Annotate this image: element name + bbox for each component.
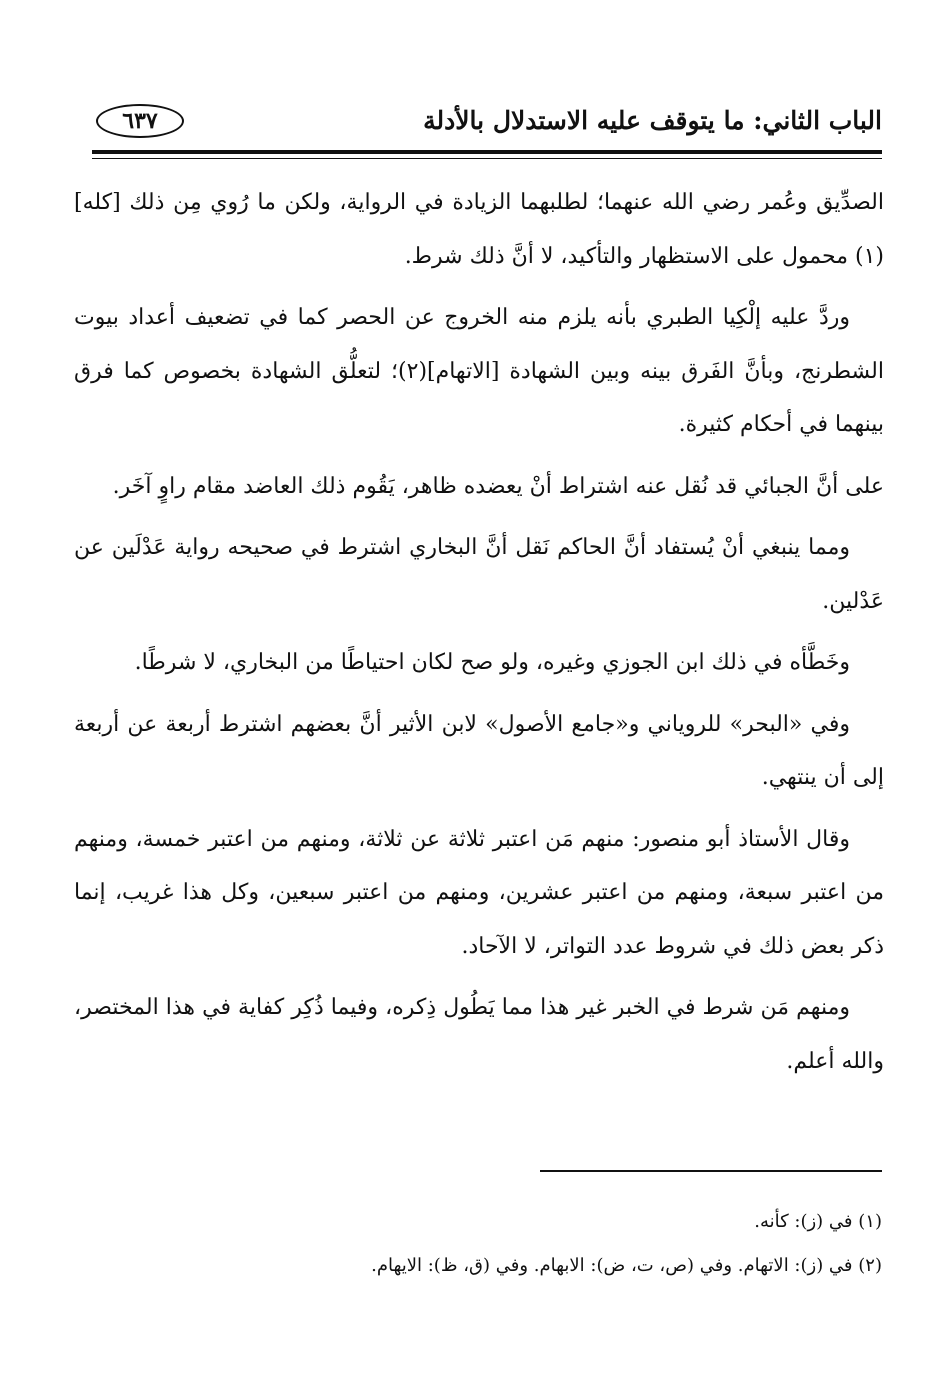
page-number: ٦٣٧ <box>96 104 184 138</box>
body-text <box>74 176 884 1096</box>
paragraph-3: على أنَّ الجبائي قد نُقل عنه اشتراط أنْ يعضده ظاهر، يَقُوم ذلك العاضد مقام راوٍ آخَر. <box>112 473 884 499</box>
paragraph-1: الصدِّيق وعُمر رضي الله عنهما؛ لطلبهما الزيادة في الرواية، ولكن ما رُوي مِن ذلك [كله](١) محمول على الاستظهار والتأكيد، لا أنَّ ذلك شرط. <box>74 190 884 269</box>
paragraph-7: وقال الأستاذ أبو منصور: منهم مَن اعتبر ثلاثة عن ثلاثة، ومنهم من اعتبر خمسة، ومنهم من اعتبر سبعة، ومنهم من اعتبر عشرين، ومنهم من اعتبر سبعين، وكل هذا غريب، إنما ذكر بعض ذلك في شروط عدد التواتر، لا الآحاد. <box>74 826 884 959</box>
paragraph-2: وردَّ عليه إلْكِيا الطبري بأنه يلزم منه الخروج عن الحصر كما في تضعيف أعداد بيوت الشطرنج، وبأنَّ الفَرق بينه وبين الشهادة [الاتهام](٢)؛ لتعلُّق الشهادة بخصوص كما فرق بينهما في أحكام كثيرة. <box>74 305 884 437</box>
paragraph-6: وفي «البحر» للروياني و«جامع الأصول» لابن الأثير أنَّ بعضهم اشترط أربعة عن أربعة إلى أن ينتهي. <box>74 711 884 790</box>
footnotes <box>92 1200 882 1288</box>
footnote-separator <box>540 1170 882 1172</box>
page-header <box>92 100 882 146</box>
header-rule-thin <box>92 158 882 159</box>
paragraph-5: وخَطَّأه في ذلك ابن الجوزي وغيره، ولو صح لكان احتياطًا من البخاري، لا شرطًا. <box>134 650 850 675</box>
footnote-2: (٢) في (ز): الاتهام. وفي (ص، ت، ض): الابهام. وفي (ق، ظ): الايهام. <box>371 1255 882 1276</box>
paragraph-4: ومما ينبغي أنْ يُستفاد أنَّ الحاكم نَقل أنَّ البخاري اشترط في صحيحه رواية عَدْلَين عن عَدْلين. <box>74 535 884 614</box>
header-rule-thick <box>92 150 882 154</box>
running-title: الباب الثاني: ما يتوقف عليه الاستدلال بالأدلة <box>423 106 882 135</box>
paragraph-8: ومنهم مَن شرط في الخبر غير هذا مما يَطُول ذِكره، وفيما ذُكِر كفاية في هذا المختصر، والله أعلم. <box>74 995 884 1074</box>
footnote-1: (١) في (ز): كأنه. <box>754 1211 882 1232</box>
